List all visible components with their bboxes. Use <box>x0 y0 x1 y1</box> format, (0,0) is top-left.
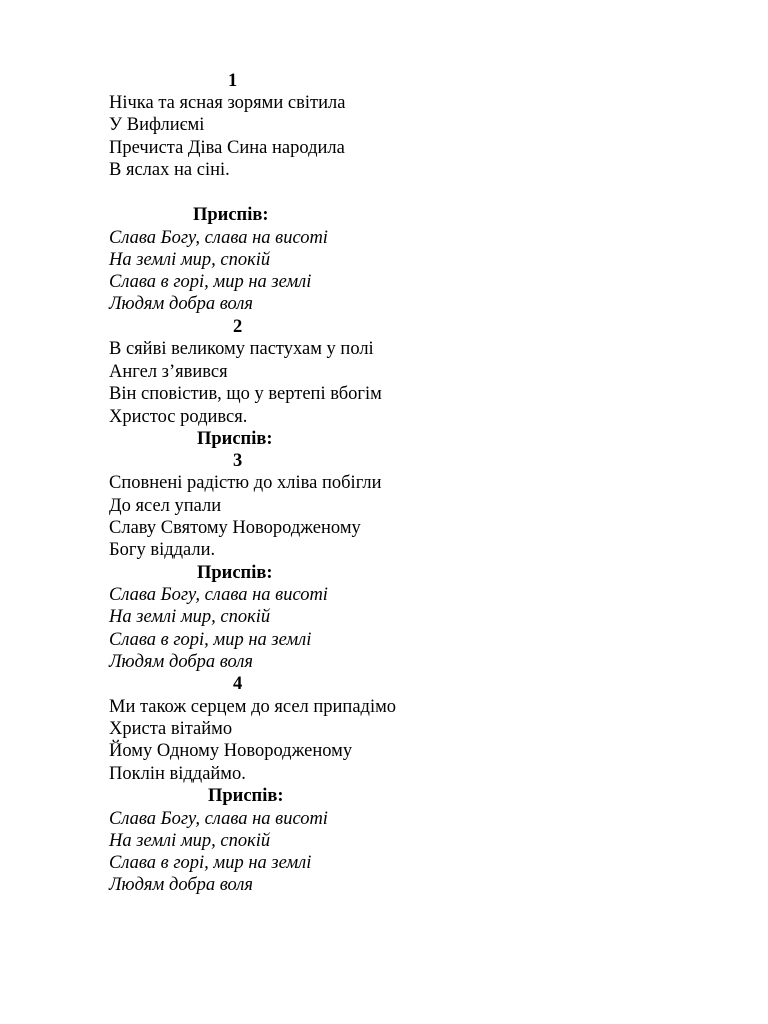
refrain-title-3: Приспів: <box>197 563 273 583</box>
verse-2-line-3: Він сповістив, що у вертепі вбогім <box>109 384 382 404</box>
refrain-4-line-2: На землі мир, спокій <box>109 831 271 851</box>
refrain-title-2: Приспів: <box>197 429 273 449</box>
verse-1-line-2: У Вифлиємі <box>109 115 205 135</box>
verse-4-line-1: Ми також серцем до ясел припадімо <box>109 697 397 717</box>
refrain-3-line-4: Людям добра воля <box>109 652 253 672</box>
refrain-1-line-4: Людям добра воля <box>109 294 253 314</box>
refrain-3-line-1: Слава Богу, слава на висоті <box>109 585 328 605</box>
verse-4-line-3: Йому Одному Новородженому <box>109 741 353 761</box>
refrain-3-line-3: Слава в горі, мир на землі <box>109 630 312 650</box>
verse-3-line-4: Богу віддали. <box>109 540 216 560</box>
verse-3-line-1: Сповнені радістю до хліва побігли <box>109 473 382 493</box>
verse-2-line-2: Ангел з’явився <box>109 362 228 382</box>
verse-2-line-1: В сяйві великому пастухам у полі <box>109 339 374 359</box>
refrain-4-line-3: Слава в горі, мир на землі <box>109 853 312 873</box>
verse-1-line-4: В яслах на сіні. <box>109 160 230 180</box>
verse-4-line-4: Поклін віддаймо. <box>109 764 246 784</box>
verse-number-3: 3 <box>233 451 243 471</box>
refrain-3-line-2: На землі мир, спокій <box>109 607 271 627</box>
verse-4-line-2: Христа вітаймо <box>109 719 233 739</box>
verse-3-line-2: До ясел упали <box>109 496 222 516</box>
verse-1-line-1: Нічка та ясная зорями світила <box>109 93 346 113</box>
refrain-title-1: Приспів: <box>193 205 269 225</box>
refrain-1-line-2: На землі мир, спокій <box>109 250 271 270</box>
verse-2-line-4: Христос родився. <box>109 407 248 427</box>
verse-number-4: 4 <box>233 674 243 694</box>
refrain-1-line-1: Слава Богу, слава на висоті <box>109 228 328 248</box>
refrain-4-line-4: Людям добра воля <box>109 875 253 895</box>
refrain-4-line-1: Слава Богу, слава на висоті <box>109 809 328 829</box>
verse-3-line-3: Славу Святому Новородженому <box>109 518 361 538</box>
refrain-title-4: Приспів: <box>208 786 284 806</box>
refrain-1-line-3: Слава в горі, мир на землі <box>109 272 312 292</box>
verse-number-2: 2 <box>233 317 243 337</box>
verse-1-line-3: Пречиста Діва Сина народила <box>109 138 345 158</box>
verse-number-1: 1 <box>228 71 238 91</box>
